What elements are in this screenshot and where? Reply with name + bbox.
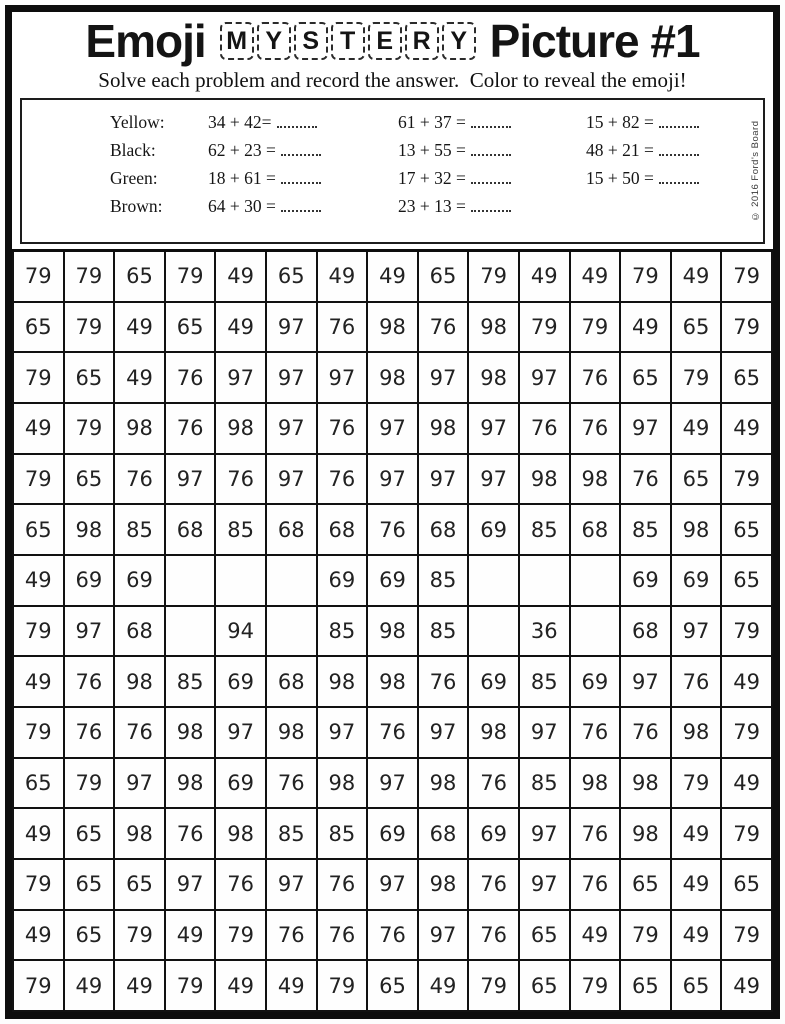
copyright-text: © 2016 Ford's Board (750, 120, 761, 222)
math-problem: 64 + 30 = (208, 196, 398, 217)
grid-cell: 97 (519, 707, 570, 758)
grid-cell: 85 (620, 504, 671, 555)
grid-cell: 49 (671, 250, 722, 302)
grid-cell: 49 (13, 403, 64, 454)
grid-cell: 97 (266, 403, 317, 454)
grid-cell: 49 (266, 960, 317, 1011)
grid-cell: 97 (418, 707, 469, 758)
grid-cell: 69 (468, 504, 519, 555)
grid-cell: 65 (64, 454, 115, 505)
grid-cell: 49 (317, 250, 368, 302)
color-label: Black: (110, 139, 156, 160)
grid-cell (215, 555, 266, 606)
grid-cell: 98 (367, 656, 418, 707)
grid-cell: 49 (13, 656, 64, 707)
grid-cell: 97 (367, 758, 418, 809)
grid-cell: 76 (418, 656, 469, 707)
grid-cell: 68 (570, 504, 621, 555)
grid-cell: 85 (519, 504, 570, 555)
grid-cell: 76 (367, 707, 418, 758)
math-problem: 15 + 82 = (586, 112, 733, 133)
grid-cell: 76 (317, 302, 368, 353)
grid-cell: 69 (468, 656, 519, 707)
grid-cell: 49 (721, 403, 772, 454)
table-row (13, 960, 772, 1011)
grid-cell: 49 (13, 555, 64, 606)
grid-cell: 79 (13, 707, 64, 758)
grid-cell: 98 (620, 758, 671, 809)
grid-cell: 49 (570, 910, 621, 961)
grid-cell: 65 (418, 250, 469, 302)
answer-blank (281, 172, 321, 184)
grid-cell: 98 (114, 808, 165, 859)
table-row (13, 910, 772, 961)
grid-cell: 79 (570, 960, 621, 1011)
grid-cell: 49 (620, 302, 671, 353)
table-row (13, 555, 772, 606)
grid-cell: 97 (367, 403, 418, 454)
grid-cell: 79 (165, 250, 216, 302)
table-row (13, 606, 772, 657)
grid-cell: 98 (519, 454, 570, 505)
grid-cell: 98 (570, 758, 621, 809)
grid-cell (266, 606, 317, 657)
grid-cell: 65 (13, 758, 64, 809)
math-problem: 23 + 13 = (398, 196, 586, 217)
grid-cell: 76 (64, 656, 115, 707)
grid-cell: 76 (570, 808, 621, 859)
answer-key-rows (110, 112, 733, 224)
grid-cell: 69 (215, 758, 266, 809)
grid-cell: 65 (519, 910, 570, 961)
grid-cell: 65 (266, 250, 317, 302)
grid-cell: 65 (519, 960, 570, 1011)
answer-blank (659, 144, 699, 156)
table-row (13, 859, 772, 910)
grid-cell: 49 (215, 302, 266, 353)
grid-cell: 98 (468, 352, 519, 403)
grid-cell: 68 (266, 504, 317, 555)
grid-cell: 76 (114, 707, 165, 758)
grid-cell: 79 (317, 960, 368, 1011)
grid-cell: 98 (468, 302, 519, 353)
grid-cell: 65 (64, 352, 115, 403)
grid-cell: 69 (215, 656, 266, 707)
grid-cell: 76 (570, 352, 621, 403)
grid-cell: 79 (620, 910, 671, 961)
grid-cell: 97 (418, 910, 469, 961)
grid-cell: 85 (165, 656, 216, 707)
grid-cell: 68 (418, 808, 469, 859)
grid-cell: 97 (317, 352, 368, 403)
grid-cell: 98 (671, 707, 722, 758)
grid-cell: 97 (317, 707, 368, 758)
grid-cell: 79 (64, 302, 115, 353)
grid-cell: 76 (266, 758, 317, 809)
grid-cell: 98 (418, 758, 469, 809)
key-row (110, 112, 733, 140)
grid-cell: 79 (570, 302, 621, 353)
grid-cell: 97 (519, 352, 570, 403)
answer-blank (471, 200, 511, 212)
grid-cell: 49 (671, 403, 722, 454)
math-problem: 61 + 37 = (398, 112, 586, 133)
grid-cell: 68 (165, 504, 216, 555)
grid-cell: 65 (64, 859, 115, 910)
grid-cell: 79 (721, 910, 772, 961)
math-problem: 17 + 32 = (398, 168, 586, 189)
color-label: Brown: (110, 195, 163, 216)
answer-blank (281, 200, 321, 212)
grid-cell: 97 (165, 454, 216, 505)
grid-cell: 97 (671, 606, 722, 657)
grid-cell: 97 (519, 808, 570, 859)
grid-cell: 76 (620, 707, 671, 758)
grid-cell: 65 (721, 504, 772, 555)
grid-cell: 49 (721, 656, 772, 707)
grid-cell: 69 (317, 555, 368, 606)
key-row (110, 196, 733, 224)
grid-cell: 98 (114, 656, 165, 707)
grid-cell: 49 (367, 250, 418, 302)
grid-cell: 49 (13, 808, 64, 859)
grid-cell: 68 (266, 656, 317, 707)
grid-cell: 76 (165, 352, 216, 403)
math-problem: 18 + 61 = (208, 168, 398, 189)
mystery-letter-box: S (294, 22, 328, 60)
grid-cell: 97 (519, 859, 570, 910)
grid-cell: 76 (317, 910, 368, 961)
grid-cell: 98 (317, 758, 368, 809)
worksheet-border (5, 5, 780, 1019)
grid-cell: 76 (418, 302, 469, 353)
grid-cell: 65 (721, 352, 772, 403)
mystery-letter-box: M (220, 22, 254, 60)
grid-cell: 49 (114, 352, 165, 403)
grid-cell: 79 (721, 808, 772, 859)
grid-cell: 85 (317, 606, 368, 657)
math-problem: 48 + 21 = (586, 140, 733, 161)
grid-cell: 69 (367, 808, 418, 859)
grid-cell: 79 (721, 454, 772, 505)
grid-cell: 79 (13, 250, 64, 302)
grid-cell: 65 (64, 808, 115, 859)
grid-cell: 49 (519, 250, 570, 302)
grid-cell: 76 (570, 403, 621, 454)
grid-cell: 98 (64, 504, 115, 555)
table-row (13, 403, 772, 454)
grid-cell: 49 (165, 910, 216, 961)
grid-cell: 49 (721, 758, 772, 809)
grid-cell: 76 (317, 859, 368, 910)
grid-cell: 98 (266, 707, 317, 758)
grid-cell: 79 (519, 302, 570, 353)
grid-cell: 79 (13, 960, 64, 1011)
grid-cell: 68 (418, 504, 469, 555)
grid-cell: 85 (317, 808, 368, 859)
grid-cell: 65 (671, 454, 722, 505)
answer-blank (471, 172, 511, 184)
grid-cell: 49 (418, 960, 469, 1011)
grid-cell: 76 (570, 859, 621, 910)
mystery-letter-box: E (368, 22, 402, 60)
grid-cell: 98 (468, 707, 519, 758)
mystery-letter-box: R (405, 22, 439, 60)
grid-cell: 97 (620, 656, 671, 707)
grid-cell: 76 (165, 808, 216, 859)
grid-cell: 76 (367, 504, 418, 555)
grid-cell: 79 (721, 250, 772, 302)
grid-cell: 69 (570, 656, 621, 707)
grid-cell: 65 (620, 859, 671, 910)
answer-blank (471, 116, 511, 128)
answer-key-box (20, 98, 765, 244)
grid-cell (468, 555, 519, 606)
grid-cell: 98 (215, 403, 266, 454)
grid-cell: 98 (418, 403, 469, 454)
grid-cell (519, 555, 570, 606)
grid-cell: 98 (215, 808, 266, 859)
grid-cell: 76 (266, 910, 317, 961)
grid-cell: 65 (165, 302, 216, 353)
grid-cell: 79 (13, 606, 64, 657)
number-grid-body (13, 250, 772, 1011)
grid-cell: 65 (64, 910, 115, 961)
grid-cell: 97 (266, 352, 317, 403)
grid-cell: 98 (165, 707, 216, 758)
grid-cell: 85 (418, 555, 469, 606)
grid-cell: 76 (215, 454, 266, 505)
grid-cell: 79 (64, 250, 115, 302)
grid-cell: 65 (721, 555, 772, 606)
grid-cell: 97 (418, 454, 469, 505)
math-problem: 62 + 23 = (208, 140, 398, 161)
grid-cell: 76 (114, 454, 165, 505)
title-word-picture-number: Picture #1 (489, 15, 700, 67)
grid-cell: 69 (64, 555, 115, 606)
grid-cell: 79 (721, 302, 772, 353)
grid-cell: 97 (266, 859, 317, 910)
key-row (110, 168, 733, 196)
grid-cell: 98 (317, 656, 368, 707)
grid-cell: 49 (114, 960, 165, 1011)
grid-cell: 49 (114, 302, 165, 353)
grid-cell: 97 (215, 352, 266, 403)
grid-cell: 68 (620, 606, 671, 657)
mystery-letter-box: Y (442, 22, 476, 60)
grid-cell: 49 (721, 960, 772, 1011)
grid-cell: 49 (64, 960, 115, 1011)
page-title (12, 16, 773, 67)
grid-cell: 65 (13, 302, 64, 353)
grid-cell: 98 (671, 504, 722, 555)
grid-cell: 94 (215, 606, 266, 657)
grid-cell: 97 (418, 352, 469, 403)
grid-cell: 49 (215, 250, 266, 302)
grid-cell: 98 (367, 302, 418, 353)
grid-cell: 76 (468, 859, 519, 910)
grid-cell: 97 (165, 859, 216, 910)
grid-cell: 79 (13, 454, 64, 505)
grid-cell: 65 (620, 960, 671, 1011)
answer-blank (281, 144, 321, 156)
mystery-letter-box: T (331, 22, 365, 60)
grid-cell: 98 (418, 859, 469, 910)
title-mystery-letter-boxes (220, 22, 476, 60)
grid-cell: 65 (114, 250, 165, 302)
grid-cell: 97 (266, 302, 317, 353)
grid-cell: 97 (468, 454, 519, 505)
header (12, 12, 773, 93)
grid-cell: 98 (570, 454, 621, 505)
table-row (13, 707, 772, 758)
grid-cell: 97 (215, 707, 266, 758)
grid-cell: 79 (468, 250, 519, 302)
grid-cell: 69 (367, 555, 418, 606)
table-row (13, 656, 772, 707)
grid-cell: 79 (671, 352, 722, 403)
answer-blank (659, 172, 699, 184)
table-row (13, 758, 772, 809)
grid-cell: 79 (114, 910, 165, 961)
grid-cell: 85 (114, 504, 165, 555)
grid-cell: 85 (266, 808, 317, 859)
grid-cell: 69 (671, 555, 722, 606)
grid-cell: 98 (114, 403, 165, 454)
grid-cell: 97 (266, 454, 317, 505)
grid-cell: 49 (215, 960, 266, 1011)
grid-cell: 69 (114, 555, 165, 606)
grid-cell: 49 (671, 910, 722, 961)
grid-cell: 79 (671, 758, 722, 809)
grid-cell: 79 (721, 606, 772, 657)
math-problem: 13 + 55 = (398, 140, 586, 161)
math-problem: 34 + 42= (208, 112, 398, 133)
number-grid-section (12, 249, 773, 1012)
grid-cell: 76 (367, 910, 418, 961)
grid-cell: 98 (620, 808, 671, 859)
answer-blank (471, 144, 511, 156)
grid-cell: 76 (570, 707, 621, 758)
grid-cell: 76 (671, 656, 722, 707)
grid-cell: 68 (317, 504, 368, 555)
grid-cell: 65 (721, 859, 772, 910)
grid-cell: 76 (519, 403, 570, 454)
math-problem: 15 + 50 = (586, 168, 733, 189)
grid-cell: 49 (13, 910, 64, 961)
grid-cell: 97 (367, 859, 418, 910)
grid-cell: 79 (165, 960, 216, 1011)
grid-cell: 65 (367, 960, 418, 1011)
grid-cell: 97 (367, 454, 418, 505)
grid-cell: 79 (721, 707, 772, 758)
table-row (13, 302, 772, 353)
grid-cell: 69 (468, 808, 519, 859)
table-row (13, 454, 772, 505)
grid-cell: 85 (519, 758, 570, 809)
grid-cell: 98 (367, 352, 418, 403)
grid-cell: 76 (215, 859, 266, 910)
grid-cell: 65 (671, 302, 722, 353)
grid-cell: 97 (620, 403, 671, 454)
grid-cell: 49 (671, 808, 722, 859)
grid-cell: 79 (64, 758, 115, 809)
grid-cell: 79 (215, 910, 266, 961)
instructions-text: Solve each problem and record the answer. Color to reveal the emoji! (98, 67, 687, 92)
table-row (13, 250, 772, 302)
grid-cell: 85 (418, 606, 469, 657)
color-label: Green: (110, 167, 158, 188)
grid-cell (266, 555, 317, 606)
grid-cell: 76 (317, 403, 368, 454)
grid-cell: 98 (165, 758, 216, 809)
grid-cell: 98 (367, 606, 418, 657)
grid-cell: 85 (215, 504, 266, 555)
grid-cell: 79 (13, 352, 64, 403)
grid-cell: 79 (620, 250, 671, 302)
grid-cell: 49 (671, 859, 722, 910)
grid-cell: 65 (620, 352, 671, 403)
grid-cell: 97 (468, 403, 519, 454)
color-label: Yellow: (110, 111, 165, 132)
table-row (13, 808, 772, 859)
grid-cell: 65 (13, 504, 64, 555)
grid-cell: 79 (13, 859, 64, 910)
grid-cell: 49 (570, 250, 621, 302)
grid-cell (468, 606, 519, 657)
grid-cell: 76 (317, 454, 368, 505)
grid-cell (165, 555, 216, 606)
mystery-letter-box: Y (257, 22, 291, 60)
answer-blank (277, 116, 317, 128)
grid-cell: 76 (468, 910, 519, 961)
grid-cell: 76 (165, 403, 216, 454)
grid-cell: 97 (114, 758, 165, 809)
grid-cell: 76 (620, 454, 671, 505)
grid-cell (570, 555, 621, 606)
grid-cell: 79 (64, 403, 115, 454)
number-grid-table (12, 249, 773, 1012)
grid-cell: 79 (468, 960, 519, 1011)
title-word-emoji: Emoji (85, 15, 206, 67)
grid-cell: 69 (620, 555, 671, 606)
grid-cell: 76 (468, 758, 519, 809)
table-row (13, 504, 772, 555)
grid-cell: 68 (114, 606, 165, 657)
grid-cell: 36 (519, 606, 570, 657)
grid-cell: 85 (519, 656, 570, 707)
grid-cell (570, 606, 621, 657)
grid-cell: 97 (64, 606, 115, 657)
grid-cell (165, 606, 216, 657)
grid-cell: 65 (671, 960, 722, 1011)
answer-blank (659, 116, 699, 128)
table-row (13, 352, 772, 403)
grid-cell: 65 (114, 859, 165, 910)
grid-cell: 76 (64, 707, 115, 758)
key-row (110, 140, 733, 168)
